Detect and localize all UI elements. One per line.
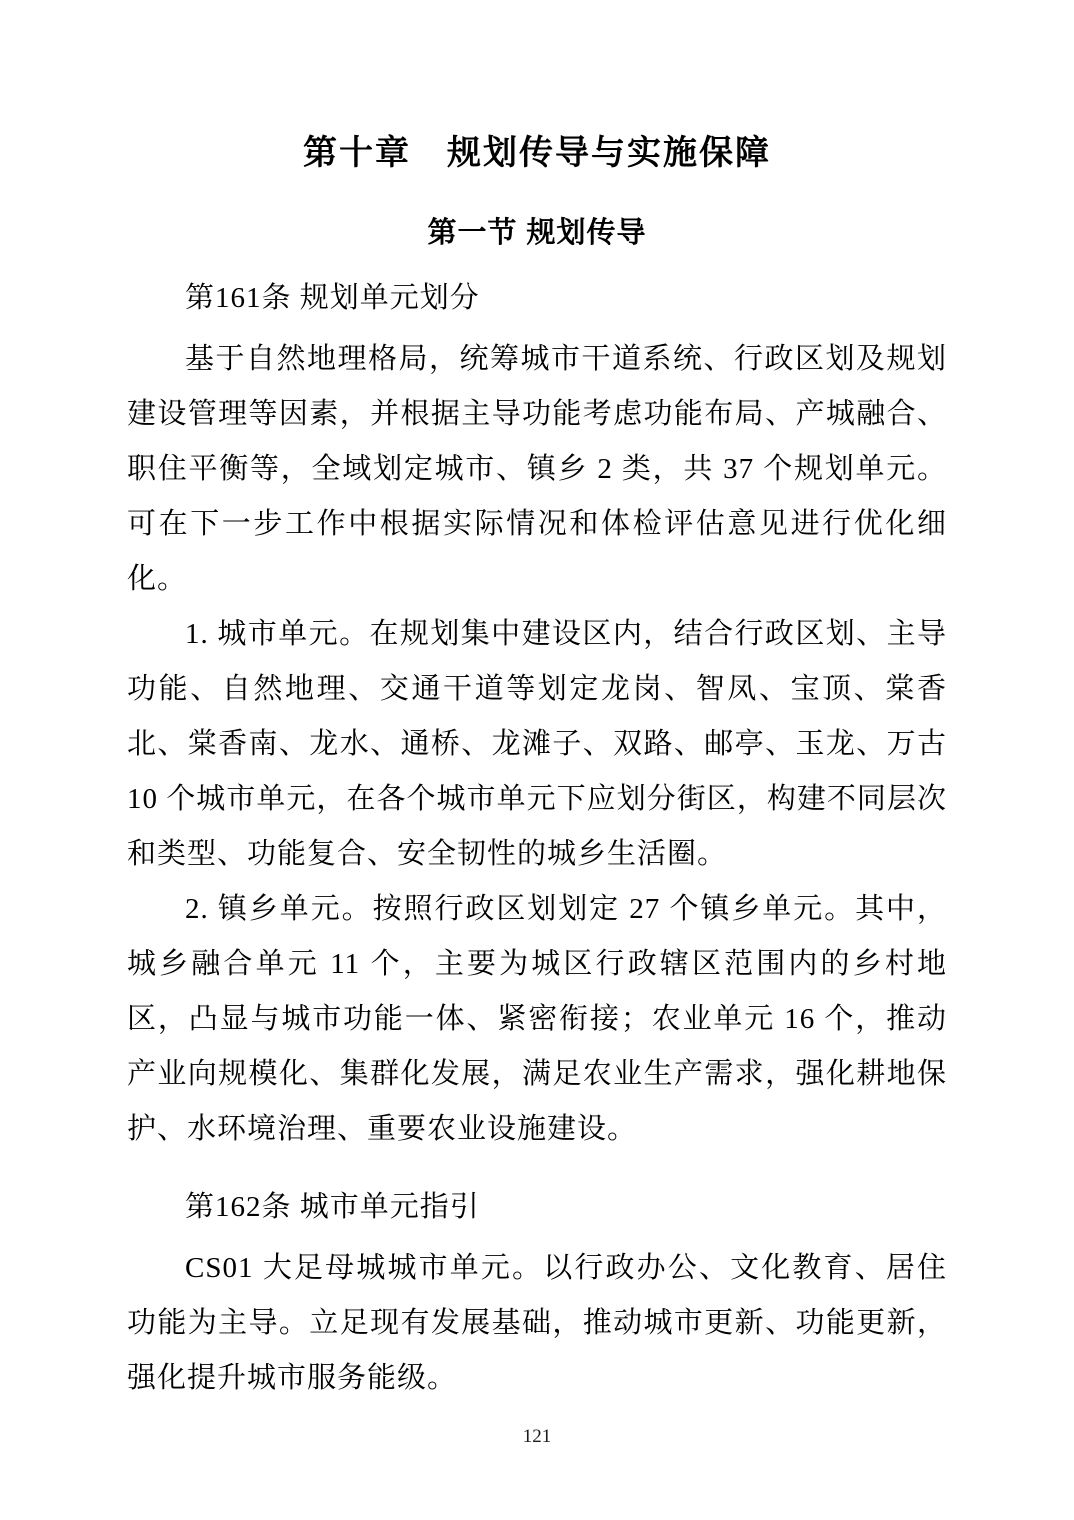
chapter-title: 第十章 规划传导与实施保障 — [303, 135, 771, 172]
document-body — [127, 0, 947, 1406]
article-162-paragraph-1: CS01 大足母城城市单元。以行政办公、文化教育、居住功能为主导。立足现有发展基础，推动城市更新、功能更新，强化提升城市服务能级。 — [127, 1252, 947, 1394]
page-number: 121 — [522, 1426, 552, 1447]
article-161-heading: 第161条 规划单元划分 — [185, 282, 480, 314]
article-161-paragraph-3: 2. 镇乡单元。按照行政区划划定 27 个镇乡单元。其中，城乡融合单元 11 个，主要为城区行政辖区范围内的乡村地区，凸显与城市功能一体、紧密衔接；农业单元 16 个，推动产业向规模化、集群化发展，满足农业生产需求，强化耕地保护、水环境治理、重要农业设施建设。 — [127, 893, 947, 1145]
article-161-paragraph-1: 基于自然地理格局，统筹城市干道系统、行政区划及规划建设管理等因素，并根据主导功能考虑功能布局、产城融合、职住平衡等，全域划定城市、镇乡 2 类，共 37 个规划单元。可在下一步工作中根据实际情况和体检评估意见进行优化细化。 — [127, 343, 947, 595]
section-title: 第一节 规划传导 — [427, 217, 647, 249]
article-162-heading: 第162条 城市单元指引 — [185, 1191, 480, 1223]
article-161-paragraph-2: 1. 城市单元。在规划集中建设区内，结合行政区划、主导功能、自然地理、交通干道等划定龙岗、智凤、宝顶、棠香北、棠香南、龙水、通桥、龙滩子、双路、邮亭、玉龙、万古 10 个城市单元，在各个城市单元下应划分街区，构建不同层次和类型、功能复合、安全韧性的城乡生活圈。 — [127, 618, 947, 870]
